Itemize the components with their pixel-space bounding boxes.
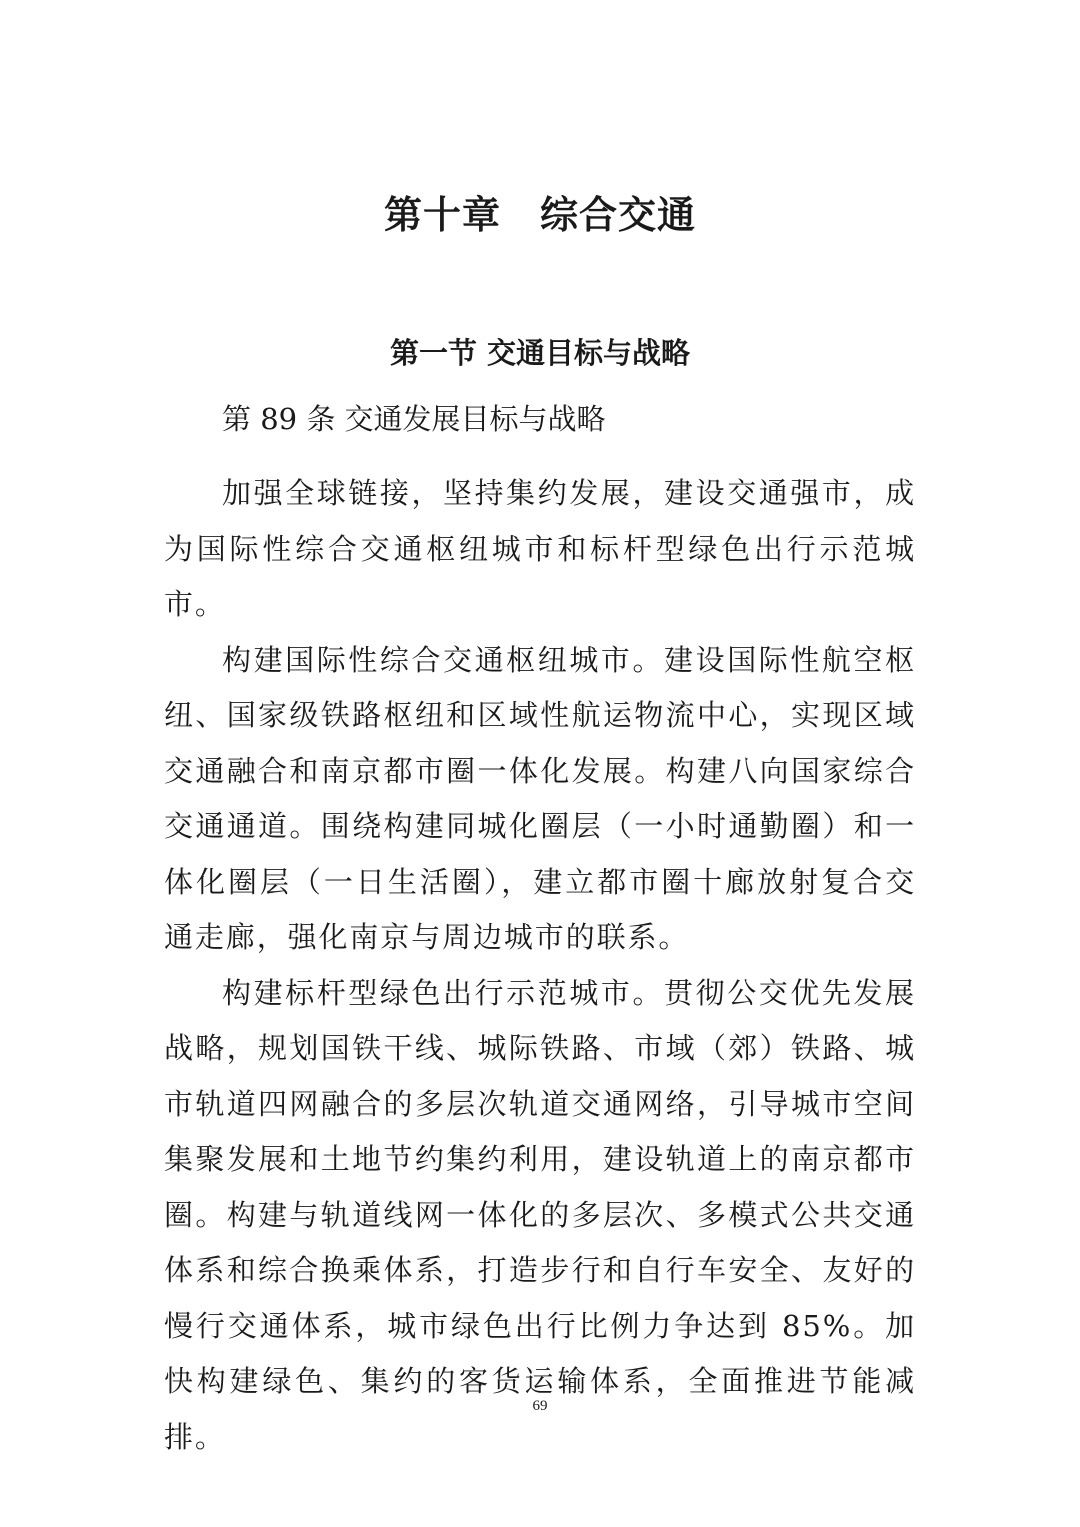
article-body xyxy=(164,466,916,1465)
section-title: 第一节 交通目标与战略 xyxy=(389,336,691,370)
chapter-title: 第十章 综合交通 xyxy=(383,192,696,237)
paragraph-green-travel: 构建标杆型绿色出行示范城市。贯彻公交优先发展战略，规划国铁干线、城际铁路、市域（郊）铁路、城市轨道四网融合的多层次轨道交通网络，引导城市空间集聚发展和土地节约集约利用，建设轨道上的南京都市圈。构建与轨道线网一体化的多层次、多模式公共交通体系和综合换乘体系，打造步行和自行车安全、友好的慢行交通体系，城市绿色出行比例力争达到 85%。加快构建绿色、集约的客货运输体系，全面推进节能减排。 xyxy=(164,975,916,1454)
paragraph-goal: 加强全球链接，坚持集约发展，建设交通强市，成为国际性综合交通枢纽城市和标杆型绿色出行示范城市。 xyxy=(164,476,916,621)
article-title: 第 89 条 交通发展目标与战略 xyxy=(222,402,606,436)
paragraph-hub-city: 构建国际性综合交通枢纽城市。建设国际性航空枢纽、国家级铁路枢纽和区域性航运物流中心，实现区域交通融合和南京都市圈一体化发展。构建八向国家综合交通通道。围绕构建同城化圈层（一小时通勤圈）和一体化圈层（一日生活圈），建立都市圈十廊放射复合交通走廊，强化南京与周边城市的联系。 xyxy=(164,642,916,954)
page-number: 69 xyxy=(532,1398,548,1414)
